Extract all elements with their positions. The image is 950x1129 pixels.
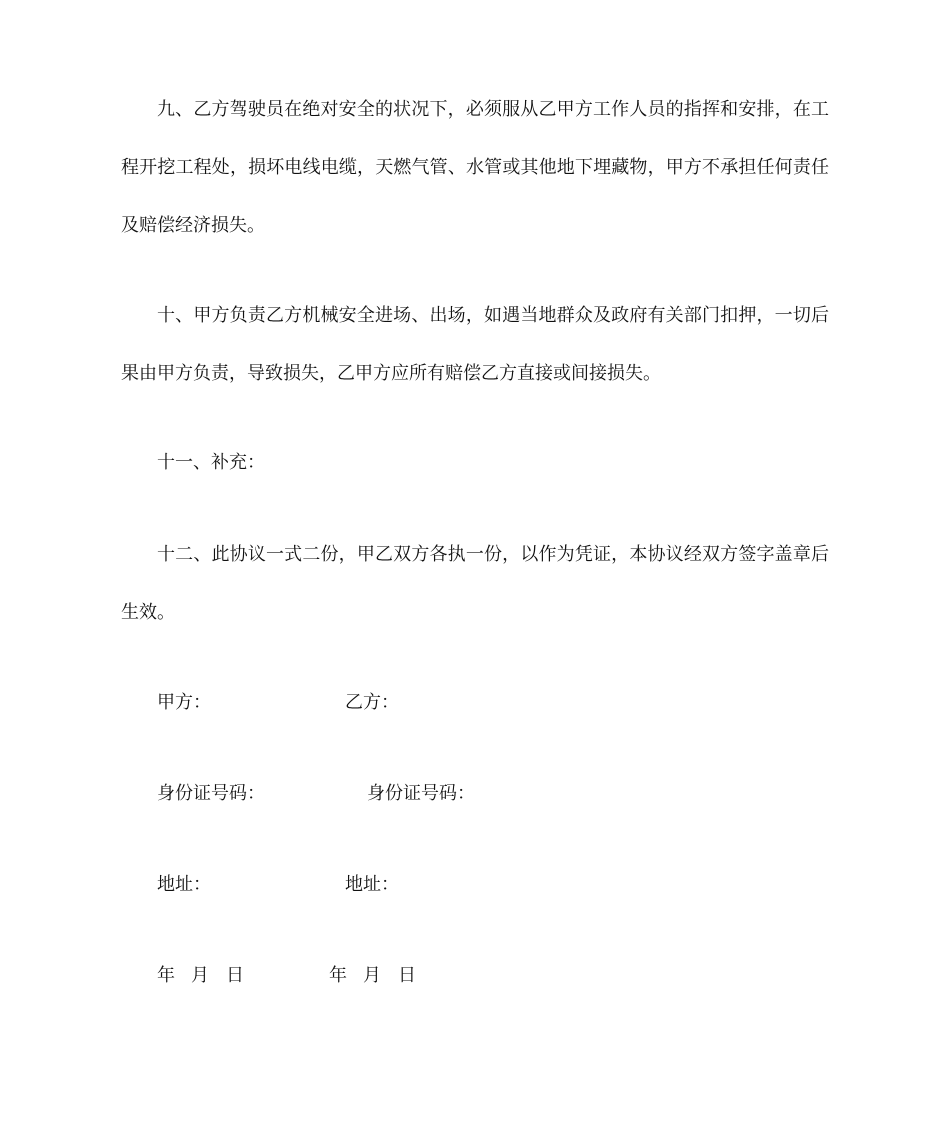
date-b-year: 年	[329, 965, 347, 986]
clause-10: 十、甲方负责乙方机械安全进场、出场，如遇当地群众及政府有关部门扣押，一切后果由甲方负责，导致损失，乙甲方应所有赔偿乙方直接或间接损失。	[121, 305, 829, 384]
date-b-day: 日	[398, 965, 416, 986]
address-a-label: 地址：	[157, 874, 211, 895]
date-a-day: 日	[226, 965, 244, 986]
clause-11: 十一、补充：	[157, 452, 265, 473]
clause-12: 十二、此协议一式二份，甲乙双方各执一份，以作为凭证，本协议经双方签字盖章后生效。	[121, 544, 829, 623]
date-a-month: 月	[191, 965, 209, 986]
id-number-b-label: 身份证号码：	[367, 783, 475, 804]
address-b-label: 地址：	[345, 874, 399, 895]
party-b-label: 乙方：	[345, 692, 399, 713]
id-number-a-label: 身份证号码：	[157, 783, 265, 804]
clause-9: 九、乙方驾驶员在绝对安全的状况下，必须服从乙甲方工作人员的指挥和安排，在工程开挖工程处，损坏电线电缆，天燃气管、水管或其他地下埋藏物，甲方不承担任何责任及赔偿经济损失。	[121, 99, 829, 236]
date-a-year: 年	[157, 965, 175, 986]
party-a-label: 甲方：	[157, 692, 211, 713]
date-b	[329, 963, 416, 989]
date-b-month: 月	[363, 965, 381, 986]
date-a	[157, 963, 244, 989]
